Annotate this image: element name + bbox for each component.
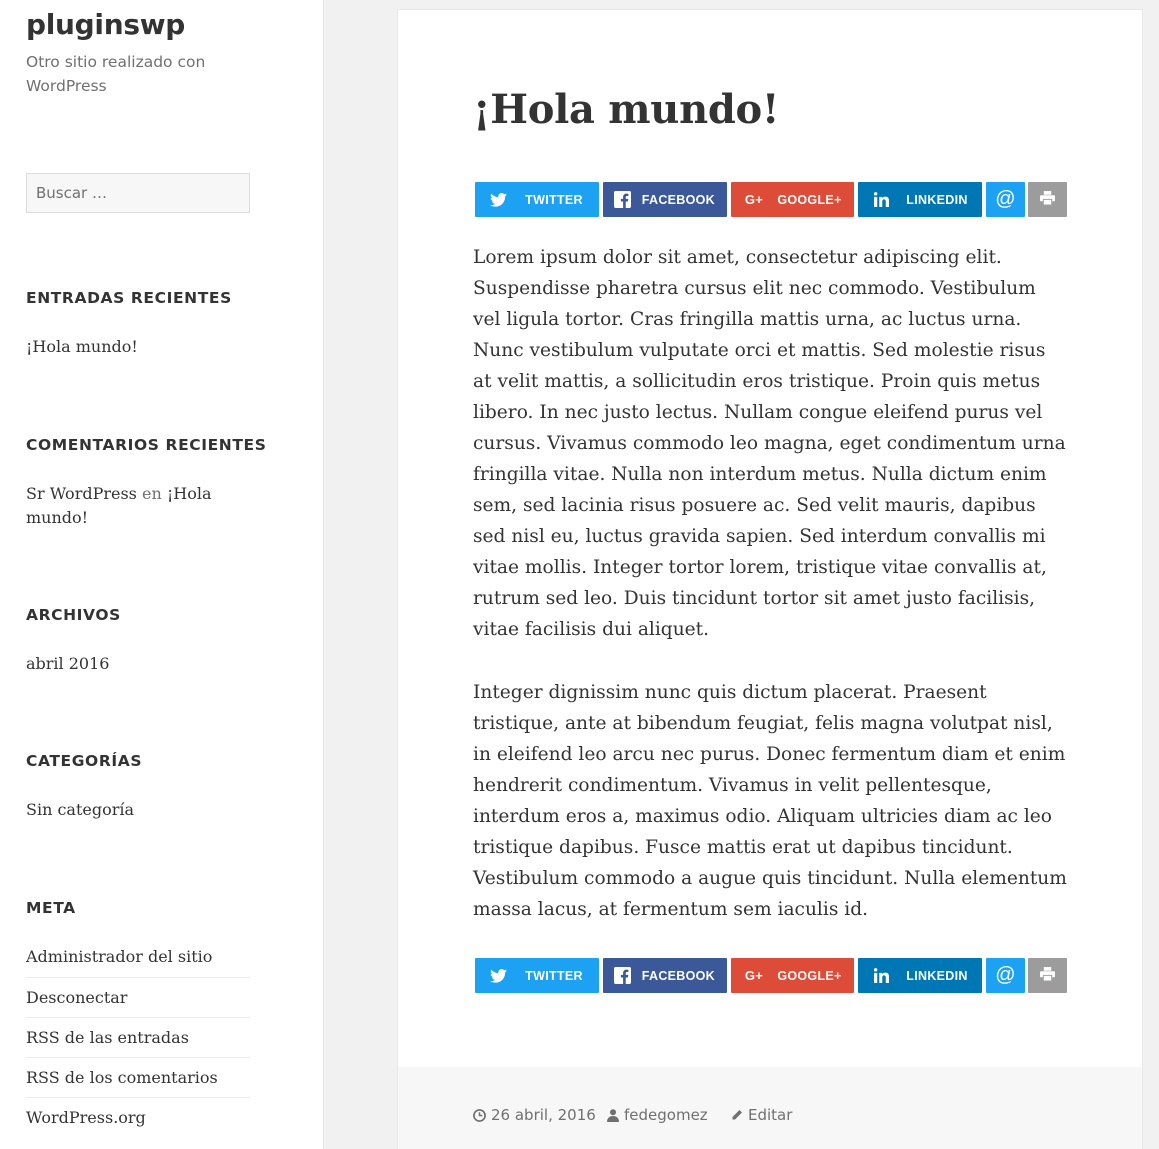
site-title[interactable]: pluginswp bbox=[26, 8, 186, 41]
post-paragraph: Lorem ipsum dolor sit amet, consectetur adipiscing elit. Suspendisse pharetra cursus elit nec commodo. Vestibulum vel ligula tortor. Cras fringilla mattis urna, ac luctus urna. Nunc vestibulum vulputate orci et mattis. Sed molestie risus at velit mattis, a sollicitudin eros tristique. Proin quis metus libero. In nec justo lectus. Nullam congue eleifend purus vel cursus. Vivamus commodo leo magna, eget condimentum urna fringilla vitae. Nulla non interdum metus. Nulla dictum enim sem, sed lacinia risus posuere ac. Sed velit mauris, dapibus sed nisl eu, luctus gravida sapien. Sed interdum convallis mi vitae mollis. Integer tortor lorem, tristique vitae convallis at, rutrum sed leo. Duis tincidunt tortor sit amet justo facilisis, vitae facilisis dui aliquet. bbox=[473, 247, 1066, 640]
linkedin-icon bbox=[858, 968, 904, 983]
at-sign-icon: @ bbox=[995, 964, 1016, 986]
linkedin-icon bbox=[858, 192, 904, 207]
post-date bbox=[473, 1106, 596, 1124]
share-facebook-button[interactable] bbox=[603, 958, 727, 993]
print-button[interactable] bbox=[1028, 958, 1067, 993]
widget-title-recent-posts: ENTRADAS RECIENTES bbox=[26, 289, 232, 307]
widget-title-categories: CATEGORÍAS bbox=[26, 752, 143, 770]
widget-title-meta: META bbox=[26, 899, 76, 917]
share-facebook-button[interactable] bbox=[603, 182, 727, 217]
facebook-icon bbox=[603, 967, 642, 984]
google-plus-icon: G+ bbox=[744, 192, 764, 207]
recent-post-link[interactable]: ¡Hola mundo! bbox=[26, 337, 138, 356]
share-linkedin-label: LINKEDIN bbox=[906, 968, 968, 983]
facebook-icon bbox=[603, 191, 642, 208]
share-google-plus-label: GOOGLE+ bbox=[777, 192, 842, 207]
share-linkedin-button[interactable] bbox=[858, 958, 982, 993]
post-date-link[interactable]: 26 abril, 2016 bbox=[491, 1106, 596, 1124]
post-author-link[interactable]: fedegomez bbox=[624, 1106, 708, 1124]
widget-title-recent-comments: COMENTARIOS RECIENTES bbox=[26, 436, 267, 454]
post-edit bbox=[731, 1106, 792, 1124]
share-linkedin-label: LINKEDIN bbox=[906, 192, 968, 207]
share-twitter-label: TWITTER bbox=[525, 968, 583, 983]
meta-link-admin[interactable]: Administrador del sitio bbox=[26, 947, 213, 966]
comment-author-link[interactable]: Sr WordPress bbox=[26, 484, 137, 503]
search-input[interactable] bbox=[26, 173, 250, 213]
share-google-plus-button[interactable] bbox=[731, 182, 854, 217]
meta-link-rss-entries[interactable]: RSS de las entradas bbox=[26, 1017, 250, 1057]
share-facebook-label: FACEBOOK bbox=[641, 192, 715, 207]
pencil-icon bbox=[731, 1109, 743, 1121]
meta-link-logout[interactable]: Desconectar bbox=[26, 977, 250, 1017]
meta-link-wordpress-org[interactable]: WordPress.org bbox=[26, 1097, 250, 1137]
sidebar bbox=[0, 0, 324, 1149]
google-plus-icon: G+ bbox=[744, 968, 764, 983]
share-google-plus-button[interactable] bbox=[731, 958, 854, 993]
meta-list bbox=[26, 937, 250, 1137]
comment-post-link[interactable]: ¡Hola mundo! bbox=[26, 484, 212, 527]
post-content bbox=[473, 242, 1069, 957]
print-button[interactable] bbox=[1028, 182, 1067, 217]
comment-connector: en bbox=[141, 484, 162, 503]
printer-icon bbox=[1040, 967, 1055, 984]
user-icon bbox=[607, 1109, 619, 1122]
post-paragraph: Integer dignissim nunc quis dictum placerat. Praesent tristique, ante at bibendum feugiat, felis magna volutpat nisl, in eleifend leo arcu nec purus. Donec fermentum diam et enim hendrerit condimentum. Vivamus in velit pellentesque, interdum eros a, maximus odio. Aliquam ultricies diam ac leo tristique dapibus. Fusce mattis erat ut dapibus tincidunt. Vestibulum commodo a augue quis tincidunt. Nulla elementum massa lacus, at fermentum sem iaculis id. bbox=[473, 682, 1067, 920]
share-google-plus-label: GOOGLE+ bbox=[777, 968, 842, 983]
share-twitter-label: TWITTER bbox=[525, 192, 583, 207]
post-footer bbox=[397, 1067, 1143, 1149]
share-twitter-button[interactable] bbox=[475, 958, 599, 993]
share-email-button[interactable] bbox=[986, 182, 1025, 217]
archive-link[interactable]: abril 2016 bbox=[26, 654, 110, 673]
recent-comment bbox=[26, 482, 226, 530]
at-sign-icon: @ bbox=[995, 188, 1016, 210]
printer-icon bbox=[1040, 191, 1055, 208]
share-twitter-button[interactable] bbox=[475, 182, 599, 217]
post-title: ¡Hola mundo! bbox=[473, 86, 780, 133]
clock-icon bbox=[473, 1109, 486, 1122]
site-description: Otro sitio realizado con WordPress bbox=[26, 53, 206, 95]
share-linkedin-button[interactable] bbox=[858, 182, 982, 217]
twitter-icon bbox=[475, 969, 521, 983]
category-link[interactable]: Sin categoría bbox=[26, 800, 135, 819]
share-facebook-label: FACEBOOK bbox=[641, 968, 715, 983]
post-article bbox=[397, 9, 1143, 1067]
share-email-button[interactable] bbox=[986, 958, 1025, 993]
widget-title-archives: ARCHIVOS bbox=[26, 606, 121, 624]
twitter-icon bbox=[475, 193, 521, 207]
post-author bbox=[607, 1106, 708, 1124]
edit-link[interactable]: Editar bbox=[748, 1106, 793, 1124]
meta-link-rss-comments[interactable]: RSS de los comentarios bbox=[26, 1057, 250, 1097]
